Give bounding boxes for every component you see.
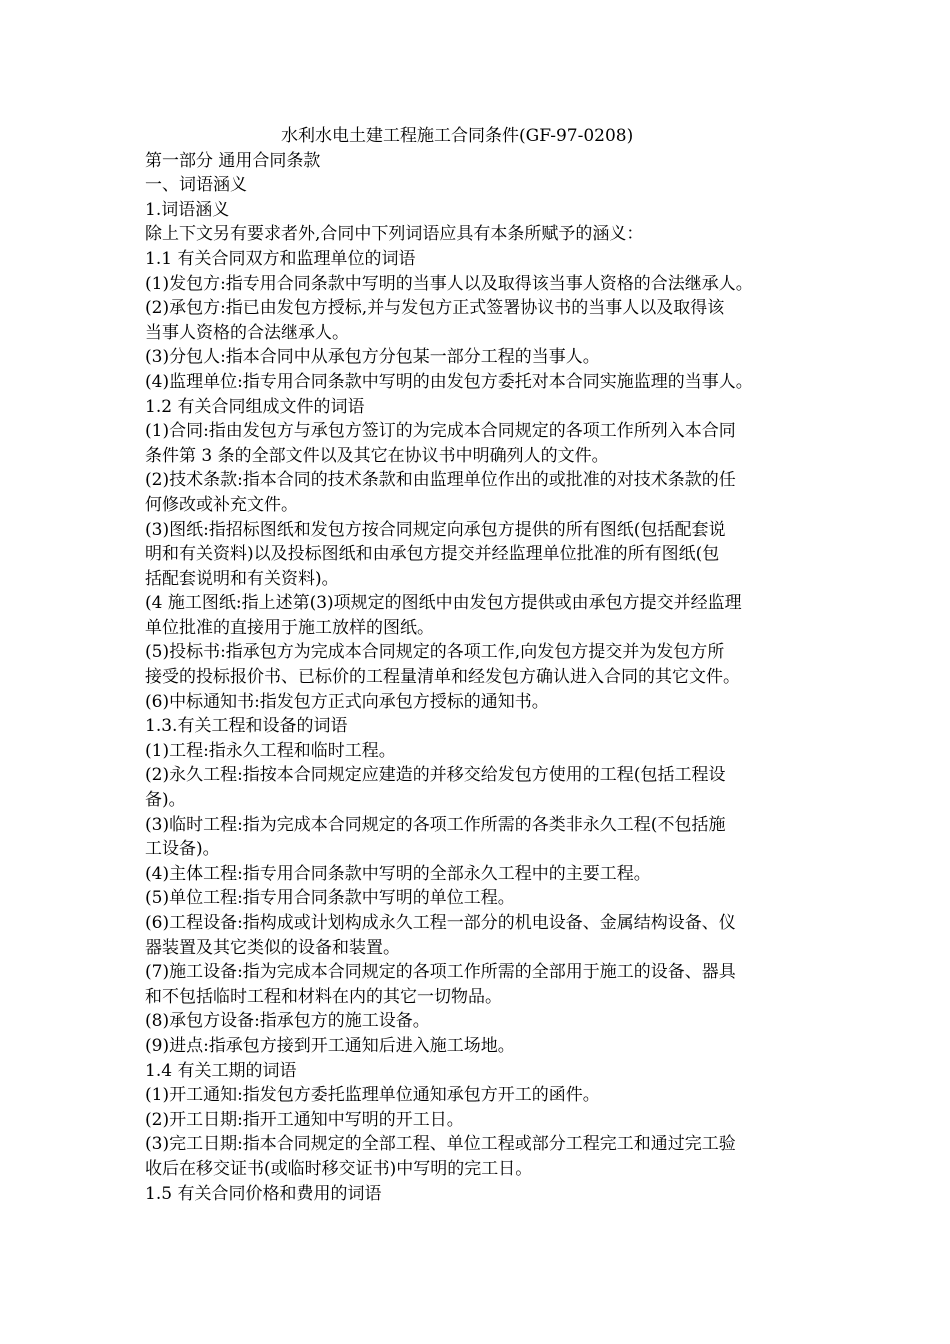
document-line: (3)临时工程:指为完成本合同规定的各项工作所需的各类非永久工程(不包括施 <box>145 814 726 835</box>
document-line: 1.4 有关工期的词语 <box>145 1060 297 1081</box>
document-line: (2)开工日期:指开工通知中写明的开工日。 <box>145 1109 464 1130</box>
document-line: 1.3.有关工程和设备的词语 <box>145 716 348 737</box>
document-line: 和不包括临时工程和材料在内的其它一切物品。 <box>145 986 502 1007</box>
document-line: 收后在移交证书(或临时移交证书)中写明的完工日。 <box>145 1158 533 1179</box>
document-line: (1)发包方:指专用合同条款中写明的当事人以及取得该当事人资格的合法继承人。 <box>145 273 753 294</box>
document-line: 工设备)。 <box>145 839 220 860</box>
document-line: (1)工程:指永久工程和临时工程。 <box>145 740 396 761</box>
document-line: 括配套说明和有关资料)。 <box>145 568 339 589</box>
document-line: 一、词语涵义 <box>145 175 247 196</box>
document-line: 单位批准的直接用于施工放样的图纸。 <box>145 617 434 638</box>
document-line: 第一部分 通用合同条款 <box>145 150 321 171</box>
document-line: 当事人资格的合法继承人。 <box>145 322 349 343</box>
document-lines <box>145 149 815 1207</box>
document-line: (4 施工图纸:指上述第(3)项规定的图纸中由发包方提供或由承包方提交并经监理 <box>145 593 742 614</box>
document-line: (3)图纸:指招标图纸和发包方按合同规定向承包方提供的所有图纸(包括配套说 <box>145 519 726 540</box>
document-line: (2)永久工程:指按本合同规定应建造的并移交给发包方使用的工程(包括工程设 <box>145 765 726 786</box>
document-line: (8)承包方设备:指承包方的施工设备。 <box>145 1011 430 1032</box>
document-line: 1.5 有关合同价格和费用的词语 <box>145 1183 382 1204</box>
document-title: 水利水电土建工程施工合同条件(GF-97-0208) <box>281 126 634 146</box>
document-line: 除上下文另有要求者外,合同中下列词语应具有本条所赋予的涵义： <box>145 224 644 245</box>
document-line: (7)施工设备:指为完成本合同规定的各项工作所需的全部用于施工的设备、器具 <box>145 962 736 983</box>
document-line: (4)监理单位:指专用合同条款中写明的由发包方委托对本合同实施监理的当事人。 <box>145 371 753 392</box>
document-line: 条件第 3 条的全部文件以及其它在协议书中明确列人的文件。 <box>145 445 609 466</box>
document-line: 明和有关资料)以及投标图纸和由承包方提交并经监理单位批准的所有图纸(包 <box>145 544 720 565</box>
document-line: (4)主体工程:指专用合同条款中写明的全部永久工程中的主要工程。 <box>145 863 651 884</box>
document-line: 备)。 <box>145 790 186 811</box>
document-line: (2)承包方:指已由发包方授标,并与发包方正式签署协议书的当事人以及取得该 <box>145 298 725 319</box>
document-line: 1.词语涵义 <box>145 199 230 220</box>
document-line: 1.2 有关合同组成文件的词语 <box>145 396 365 417</box>
document-line: (5)投标书:指承包方为完成本合同规定的各项工作,向发包方提交并为发包方所 <box>145 642 725 663</box>
document-line: (6)中标通知书:指发包方正式向承包方授标的通知书。 <box>145 691 549 712</box>
document-line: (6)工程设备:指构成或计划构成永久工程一部分的机电设备、金属结构设备、仪 <box>145 913 736 933</box>
document-line: (3)分包人:指本合同中从承包方分包某一部分工程的当事人。 <box>145 347 600 368</box>
document-line: (5)单位工程:指专用合同条款中写明的单位工程。 <box>145 888 515 909</box>
document-body <box>145 124 815 1206</box>
document-line: 何修改或补充文件。 <box>145 494 298 515</box>
document-line: 接受的投标报价书、已标价的工程量清单和经发包方确认进入合同的其它文件。 <box>145 667 740 688</box>
document-line: (3)完工日期:指本合同规定的全部工程、单位工程或部分工程完工和通过完工验 <box>145 1134 736 1155</box>
document-line: (2)技术条款:指本合同的技术条款和由监理单位作出的或批准的对技术条款的任 <box>145 470 736 491</box>
document-line: 器装置及其它类似的设备和装置。 <box>145 937 400 958</box>
document-line: (1)合同:指由发包方与承包方签订的为完成本合同规定的各项工作所列入本合同 <box>145 421 736 442</box>
document-line: (1)开工通知:指发包方委托监理单位通知承包方开工的函件。 <box>145 1085 600 1106</box>
document-line: 1.1 有关合同双方和监理单位的词语 <box>145 248 416 269</box>
document-line: (9)进点:指承包方接到开工通知后进入施工场地。 <box>145 1035 515 1056</box>
